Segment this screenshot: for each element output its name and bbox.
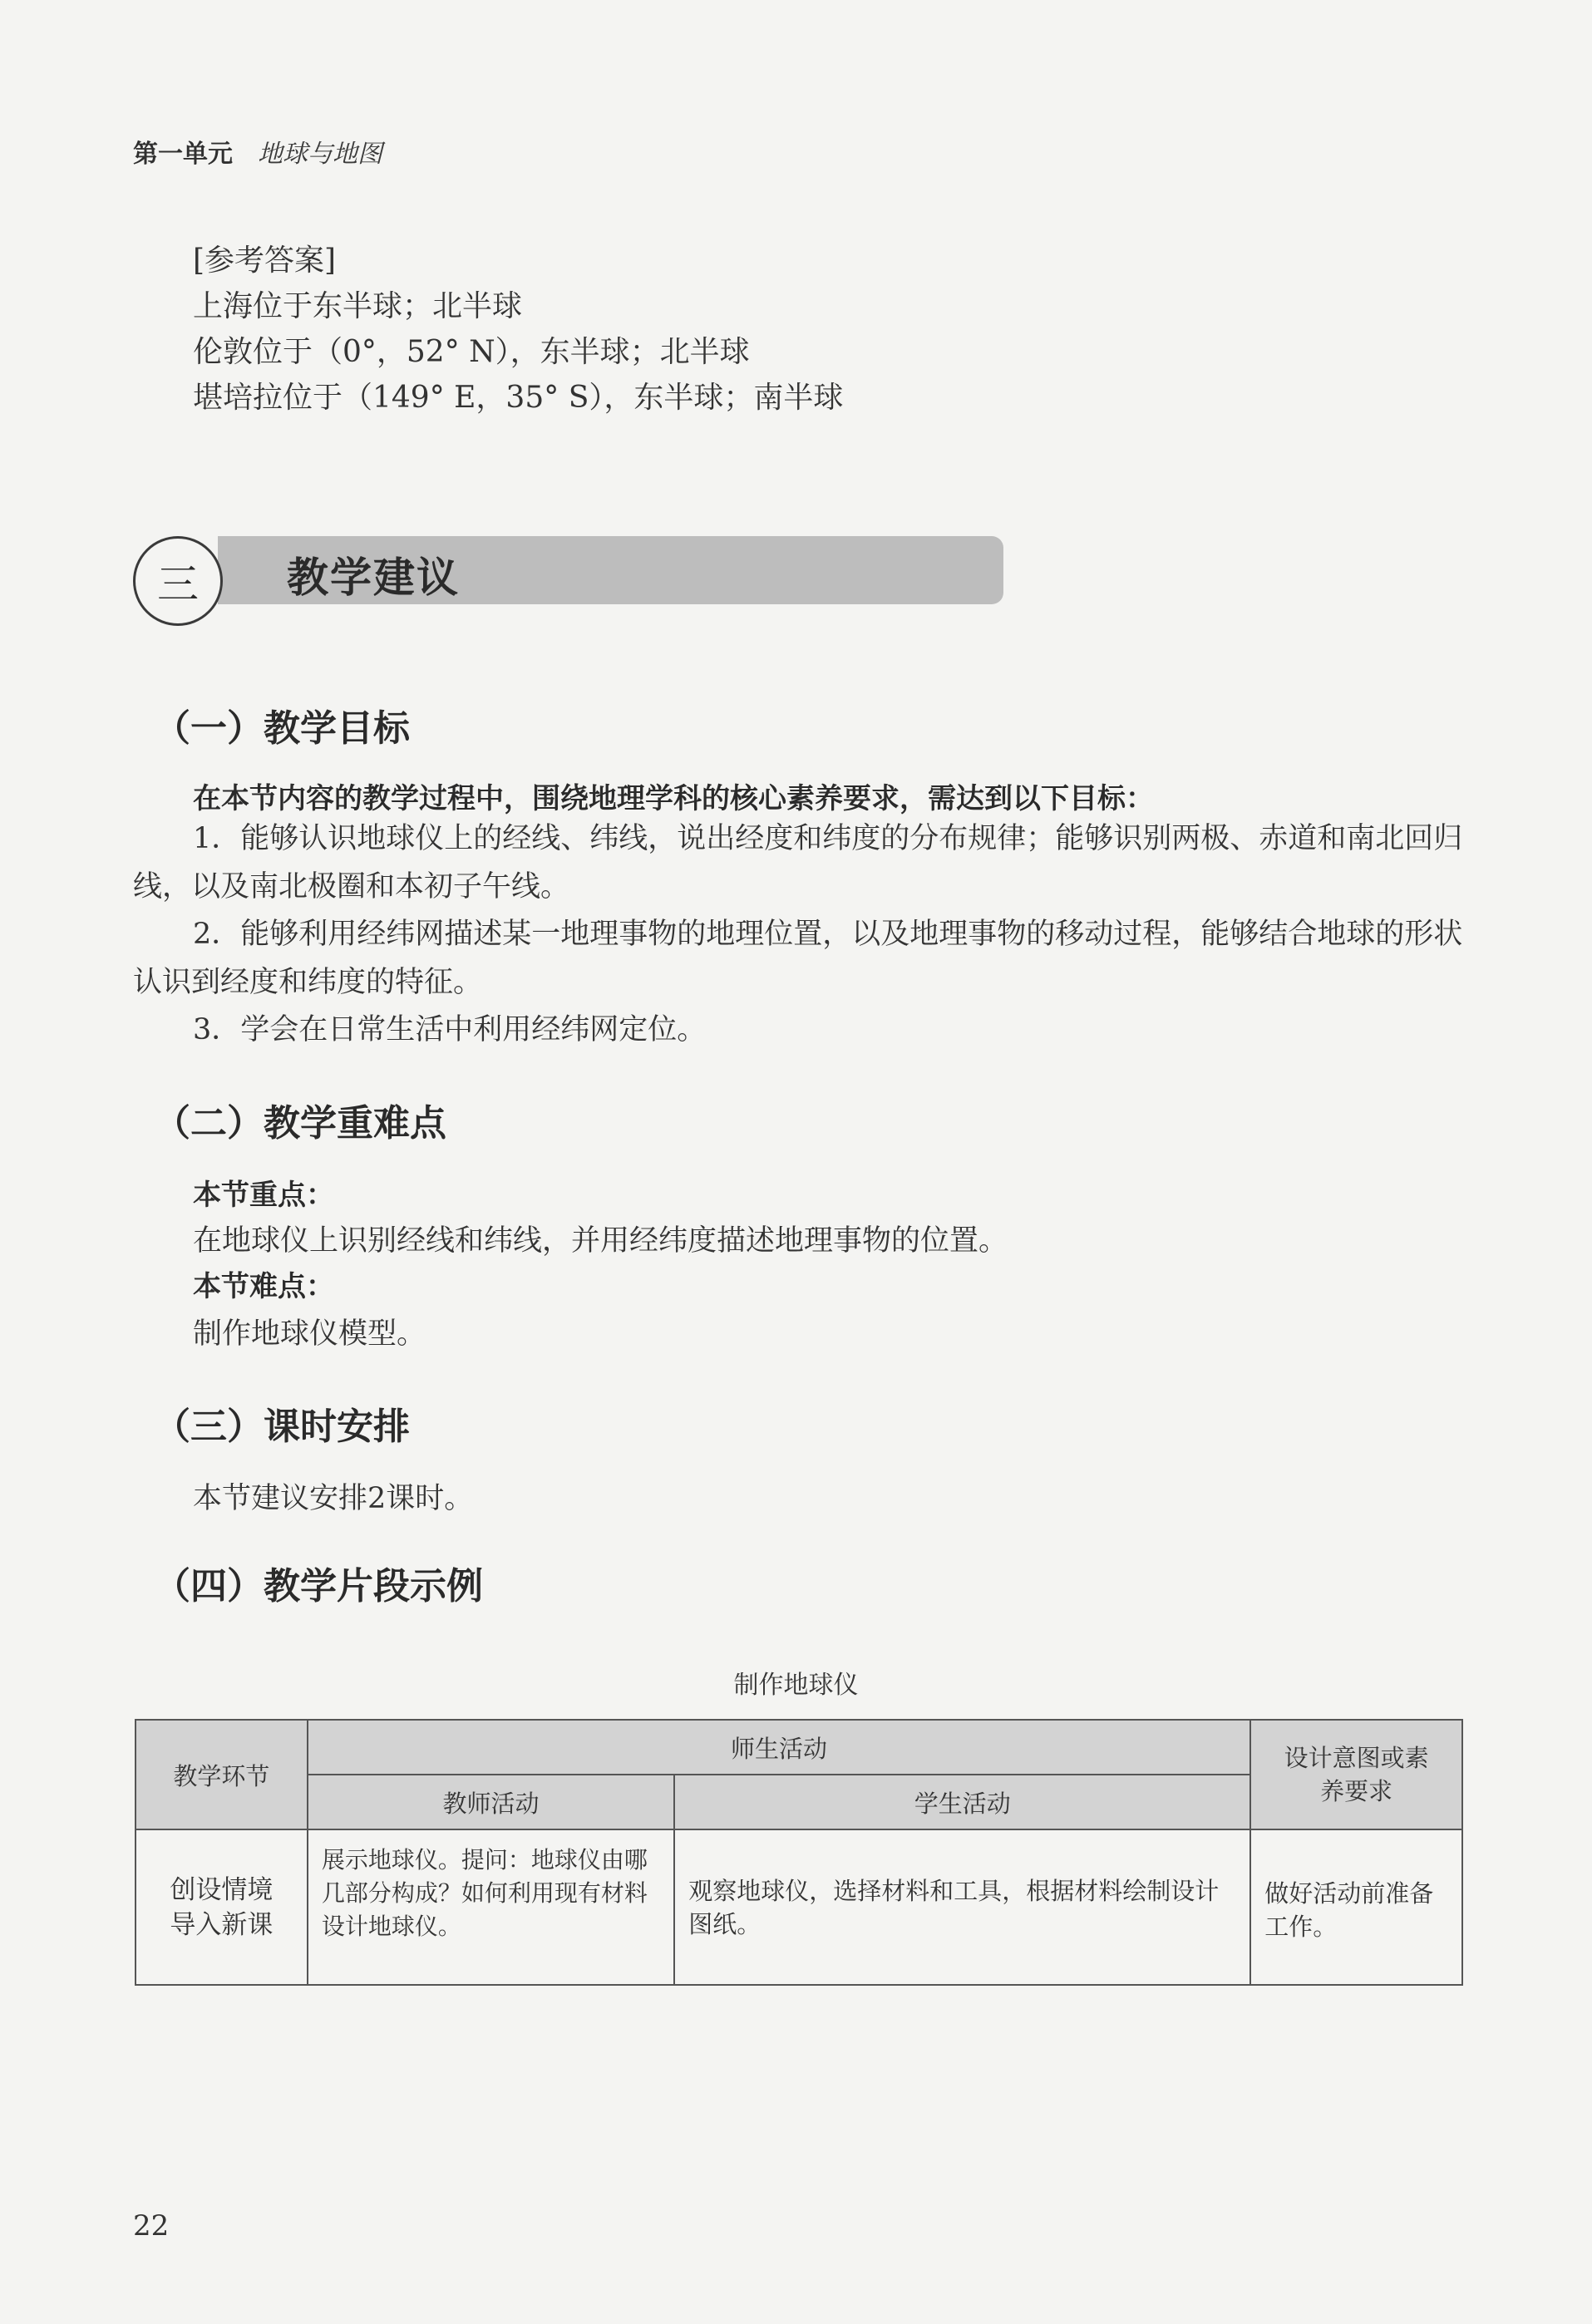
focus-label: 本节重点： xyxy=(193,1179,334,1212)
goal-item-2-text: 2．能够利用经纬网描述某一地理事物的地理位置，以及地理事物的移动过程，能够结合地球的形状认识到经度和纬度的特征。 xyxy=(133,918,1463,999)
goal-item-1 xyxy=(133,815,1463,911)
answer-line-london: 伦敦位于（0°，52° N），东半球；北半球 xyxy=(193,335,750,369)
focus-text: 在地球仪上识别经线和纬线，并用经纬度描述地理事物的位置。 xyxy=(193,1224,1008,1258)
row-student: 观察地球仪，选择材料和工具，根据材料绘制设计图纸。 xyxy=(674,1829,1250,1985)
section-number: 三 xyxy=(157,560,199,608)
lesson-table xyxy=(135,1719,1463,1986)
header-activity: 师生活动 xyxy=(308,1720,1250,1775)
heading-schedule: （三）课时安排 xyxy=(154,1406,410,1448)
goal-item-3-text: 3．学会在日常生活中利用经纬网定位。 xyxy=(193,1013,707,1046)
heading-example: （四）教学片段示例 xyxy=(154,1565,483,1608)
header-teacher: 教师活动 xyxy=(308,1775,674,1829)
table-title: 制作地球仪 xyxy=(733,1671,859,1700)
header-student: 学生活动 xyxy=(674,1775,1250,1829)
page-number: 22 xyxy=(133,2209,170,2243)
difficulty-text: 制作地球仪模型。 xyxy=(193,1317,426,1351)
schedule-text: 本节建议安排2课时。 xyxy=(193,1482,474,1515)
goals-intro: 在本节内容的教学过程中，围绕地理学科的核心素养要求，需达到以下目标： xyxy=(193,782,1154,815)
goal-item-3 xyxy=(133,1006,1463,1054)
heading-goals: （一）教学目标 xyxy=(154,707,410,750)
section-title: 教学建议 xyxy=(287,554,460,602)
section-number-badge xyxy=(133,536,223,626)
difficulty-label: 本节难点： xyxy=(193,1270,334,1303)
table-row xyxy=(136,1829,1462,1985)
answer-line-shanghai: 上海位于东半球；北半球 xyxy=(193,289,523,323)
unit-title: 地球与地图 xyxy=(258,140,382,169)
goal-item-1-text: 1．能够认识地球仪上的经线、纬线，说出经度和纬度的分布规律；能够识别两极、赤道和南北回归线，以及南北极圈和本初子午线。 xyxy=(133,822,1463,904)
answer-label: [参考答案] xyxy=(193,244,337,278)
unit-label: 第一单元 xyxy=(133,140,233,169)
header-stage: 教学环节 xyxy=(136,1720,308,1829)
row-stage: 创设情境导入新课 xyxy=(136,1829,308,1985)
goal-item-2 xyxy=(133,910,1463,1007)
answer-line-canberra: 堪培拉位于（149° E，35° S），东半球；南半球 xyxy=(193,381,844,415)
row-intent: 做好活动前准备工作。 xyxy=(1250,1829,1462,1985)
header-intent: 设计意图或素养要求 xyxy=(1250,1720,1462,1829)
heading-key-points: （二）教学重难点 xyxy=(154,1102,446,1145)
row-teacher: 展示地球仪。提问：地球仪由哪几部分构成？如何利用现有材料设计地球仪。 xyxy=(308,1829,674,1985)
